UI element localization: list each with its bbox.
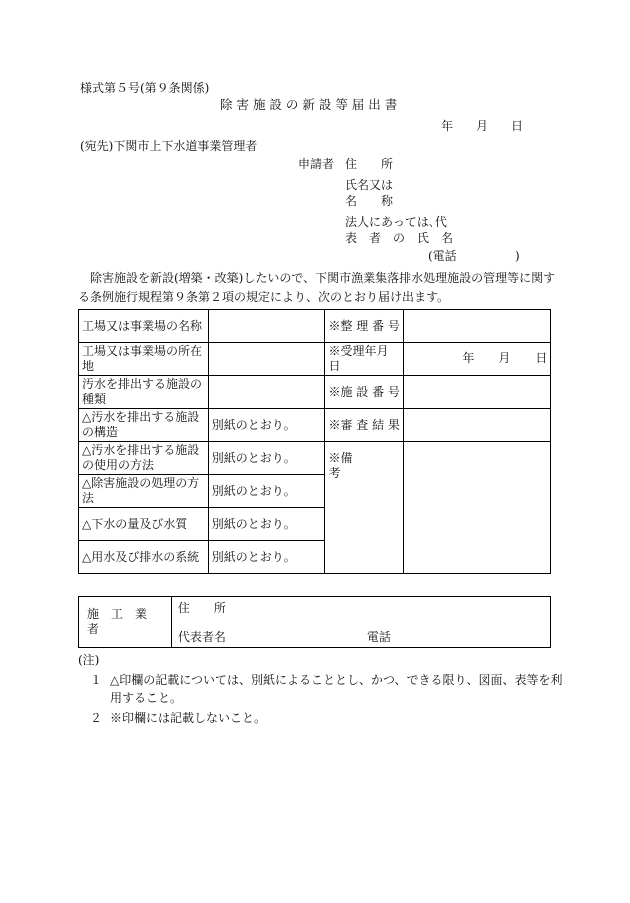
applicant-name-label-1: 氏名又は	[345, 178, 394, 192]
applicant-rep-label-1: 法人にあっては､代	[345, 215, 447, 229]
row-value: 別紙のとおり。	[208, 541, 325, 574]
applicant-address-label: 住 所	[345, 157, 394, 171]
table-row	[79, 343, 551, 376]
row-label: 工場又は事業場の所在地	[79, 343, 209, 376]
juri-label: ※受理年月日	[325, 343, 404, 376]
intro-line-1: 除害施設を新設(増築・改築)したいので、下関市漁業集落排水処理施設の管理等に関す	[90, 271, 556, 285]
row-label: 工場又は事業場の名称	[79, 310, 209, 343]
seiri-value	[404, 310, 551, 343]
juri-year: 年	[462, 351, 475, 365]
row-label: 汚水を排出する施設の種類	[79, 376, 209, 409]
row-value	[208, 343, 325, 376]
note-2-line-1: ※印欄には記載しないこと。	[110, 711, 267, 725]
row-label: △用水及び排水の系統	[79, 541, 209, 574]
form-id: 様式第５号(第９条関係)	[80, 81, 210, 95]
row-label: △除害施設の処理の方法	[79, 475, 209, 508]
table-row	[79, 310, 551, 343]
shisetsu-value	[404, 376, 551, 409]
table-row	[79, 442, 551, 475]
row-value: 別紙のとおり。	[208, 442, 325, 475]
date-year: 年	[441, 119, 454, 133]
shinsa-value	[404, 409, 551, 442]
row-label: △汚水を排出する施設の構造	[79, 409, 209, 442]
juri-month: 月	[498, 351, 511, 365]
main-form-table	[78, 309, 551, 574]
row-value	[208, 376, 325, 409]
contractor-phone-label: 電話	[366, 630, 391, 644]
shinsa-label: ※審 査 結 果	[325, 409, 404, 442]
recipient: (宛先)下関市上下水道事業管理者	[80, 139, 258, 153]
biko-value	[404, 442, 551, 574]
note-1-line-1: △印欄の記載については、別紙によることとし、かつ、できる限り、図面、表等を利	[110, 673, 563, 687]
applicant-label: 申請者	[298, 157, 335, 171]
note-1-line-2: 用すること。	[110, 691, 183, 705]
notes-header: (注)	[78, 653, 100, 667]
contractor-address-label: 住 所	[177, 601, 226, 615]
applicant-rep-label-2: 表 者 の 氏 名	[345, 231, 454, 245]
row-value: 別紙のとおり。	[208, 508, 325, 541]
row-value	[208, 310, 325, 343]
table-row	[79, 409, 551, 442]
row-value: 別紙のとおり。	[208, 475, 325, 508]
contractor-table	[78, 596, 551, 648]
applicant-phone-open: (電話	[428, 249, 457, 263]
note-2-number: ２	[90, 711, 103, 725]
juri-date	[404, 343, 551, 376]
contractor-details	[171, 597, 550, 648]
shisetsu-label: ※施 設 番 号	[325, 376, 404, 409]
date-day: 日	[511, 119, 524, 133]
row-label: △下水の量及び水質	[79, 508, 209, 541]
row-value: 別紙のとおり。	[208, 409, 325, 442]
table-row	[79, 376, 551, 409]
applicant-phone-close: )	[515, 249, 520, 263]
contractor-rep-label: 代表者名	[177, 630, 226, 644]
applicant-name-label-2: 名 称	[345, 194, 394, 208]
document-title: 除 害 施 設 の 新 設 等 届 出 書	[220, 97, 398, 112]
note-1-number: １	[90, 673, 103, 687]
seiri-label: ※整 理 番 号	[325, 310, 404, 343]
row-label: △汚水を排出する施設の使用の方法	[79, 442, 209, 475]
biko-label: ※備 考	[325, 442, 404, 574]
juri-day: 日	[535, 351, 548, 365]
date-month: 月	[476, 119, 489, 133]
intro-line-2: る条例施行規程第９条第２項の規定により、次のとおり届け出ます。	[78, 290, 450, 304]
contractor-label: 施 工 業 者	[79, 597, 172, 648]
